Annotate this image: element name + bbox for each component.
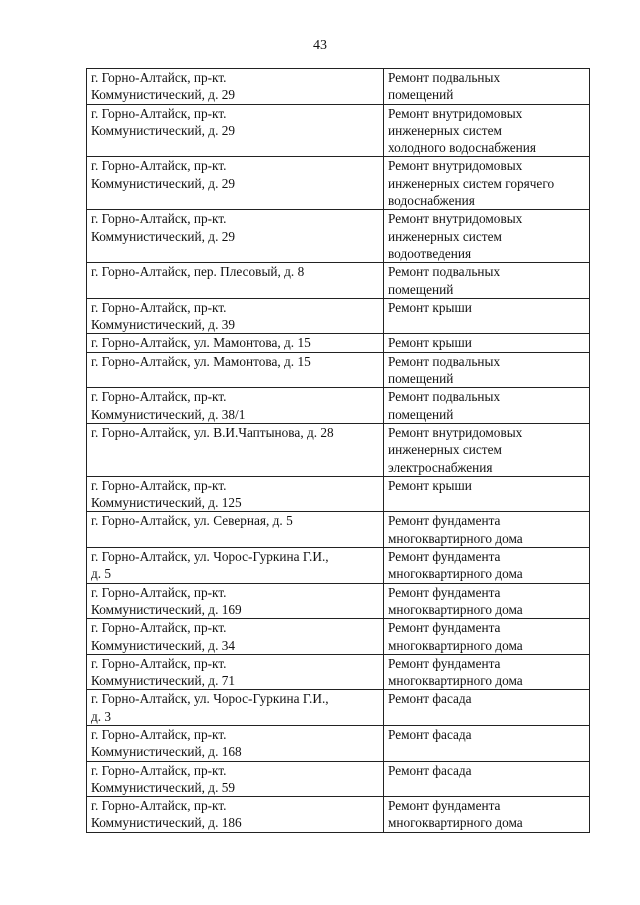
address-text: г. Горно-Алтайск, ул. Мамонтова, д. 15 — [91, 335, 311, 351]
address-cell — [87, 512, 384, 548]
table-row — [87, 69, 590, 105]
table-row — [87, 298, 590, 334]
address-text: г. Горно-Алтайск, пр-кт. Коммунистический, д. 29 — [91, 105, 236, 138]
work-text: Ремонт фасада — [388, 762, 472, 778]
work-text: Ремонт крыши — [388, 477, 472, 493]
work-text: Ремонт внутридомовых инженерных систем водоотведения — [388, 211, 523, 261]
address-text: г. Горно-Алтайск, пр-кт. Коммунистический, д. 39 — [91, 299, 236, 333]
work-cell — [384, 512, 590, 548]
work-text: Ремонт внутридомовых инженерных систем электроснабжения — [388, 424, 523, 475]
work-text: Ремонт фасада — [388, 691, 472, 707]
work-cell — [384, 423, 590, 476]
address-text: г. Горно-Алтайск, пр-кт. Коммунистический, д. 29 — [91, 158, 236, 191]
address-cell — [87, 157, 384, 210]
address-cell — [87, 298, 384, 334]
work-cell — [384, 583, 590, 619]
work-cell — [384, 104, 590, 157]
work-cell — [384, 157, 590, 210]
address-text: г. Горно-Алтайск, ул. Чорос-Гуркина Г.И., д. 5 — [91, 549, 329, 582]
address-text: г. Горно-Алтайск, ул. Чорос-Гуркина Г.И., д. 3 — [91, 691, 329, 724]
work-cell — [384, 690, 590, 726]
address-text: г. Горно-Алтайск, ул. Мамонтова, д. 15 — [91, 353, 311, 369]
work-cell — [384, 619, 590, 655]
work-text: Ремонт фундамента многоквартирного дома — [388, 620, 523, 653]
table-row — [87, 104, 590, 157]
address-cell — [87, 352, 384, 388]
work-cell — [384, 69, 590, 105]
table-row — [87, 423, 590, 476]
address-cell — [87, 654, 384, 690]
address-text: г. Горно-Алтайск, пр-кт. Коммунистический, д. 34 — [91, 620, 236, 653]
address-text: г. Горно-Алтайск, пр-кт. Коммунистический, д. 186 — [91, 798, 242, 831]
work-text: Ремонт подвальных помещений — [388, 389, 501, 422]
work-cell — [384, 476, 590, 512]
address-text: г. Горно-Алтайск, ул. Северная, д. 5 — [91, 513, 293, 529]
address-text: г. Горно-Алтайск, пр-кт. Коммунистический, д. 29 — [91, 211, 236, 244]
table-row — [87, 352, 590, 388]
table-row — [87, 690, 590, 726]
work-text: Ремонт фундамента многоквартирного дома — [388, 798, 523, 831]
address-text: г. Горно-Алтайск, ул. В.И.Чаптынова, д. 28 — [91, 424, 334, 440]
address-text: г. Горно-Алтайск, пр-кт. Коммунистический, д. 168 — [91, 726, 242, 760]
work-text: Ремонт подвальных помещений — [388, 70, 501, 103]
work-text: Ремонт фундамента многоквартирного дома — [388, 513, 523, 546]
table-row — [87, 388, 590, 424]
address-cell — [87, 690, 384, 726]
work-cell — [384, 761, 590, 797]
address-text: г. Горно-Алтайск, пр-кт. Коммунистический, д. 169 — [91, 584, 242, 617]
work-text: Ремонт внутридомовых инженерных систем горячего водоснабжения — [388, 158, 555, 209]
address-text: г. Горно-Алтайск, пр-кт. Коммунистический, д. 71 — [91, 655, 236, 689]
address-cell — [87, 476, 384, 512]
work-text: Ремонт фундамента многоквартирного дома — [388, 584, 523, 617]
address-text: г. Горно-Алтайск, пр-кт. Коммунистический, д. 125 — [91, 477, 242, 511]
address-text: г. Горно-Алтайск, пр-кт. Коммунистический, д. 38/1 — [91, 389, 246, 422]
work-cell — [384, 548, 590, 584]
repair-works-table — [86, 68, 590, 833]
work-text: Ремонт подвальных помещений — [388, 353, 501, 387]
table-row — [87, 210, 590, 263]
table-row — [87, 548, 590, 584]
work-text: Ремонт фундамента многоквартирного дома — [388, 655, 523, 689]
table-row — [87, 725, 590, 761]
table-row — [87, 157, 590, 210]
table-row — [87, 476, 590, 512]
address-cell — [87, 210, 384, 263]
address-cell — [87, 388, 384, 424]
address-cell — [87, 263, 384, 299]
work-cell — [384, 725, 590, 761]
work-text: Ремонт крыши — [388, 335, 472, 351]
work-cell — [384, 334, 590, 352]
table-row — [87, 619, 590, 655]
work-text: Ремонт фундамента многоквартирного дома — [388, 549, 523, 582]
work-cell — [384, 654, 590, 690]
address-text: г. Горно-Алтайск, пр-кт. Коммунистический, д. 29 — [91, 70, 236, 103]
table-row — [87, 263, 590, 299]
address-cell — [87, 104, 384, 157]
address-cell — [87, 619, 384, 655]
work-cell — [384, 388, 590, 424]
table-row — [87, 512, 590, 548]
work-text: Ремонт внутридомовых инженерных систем холодного водоснабжения — [388, 105, 536, 156]
address-text: г. Горно-Алтайск, пер. Плесовый, д. 8 — [91, 264, 305, 280]
work-cell — [384, 210, 590, 263]
table-row — [87, 334, 590, 352]
work-text: Ремонт крыши — [388, 299, 472, 315]
work-cell — [384, 298, 590, 334]
table-row — [87, 654, 590, 690]
address-cell — [87, 761, 384, 797]
table-row — [87, 761, 590, 797]
address-cell — [87, 548, 384, 584]
address-text: г. Горно-Алтайск, пр-кт. Коммунистический, д. 59 — [91, 762, 236, 795]
address-cell — [87, 725, 384, 761]
work-cell — [384, 797, 590, 833]
address-cell — [87, 334, 384, 352]
work-text: Ремонт подвальных помещений — [388, 264, 501, 297]
work-text: Ремонт фасада — [388, 726, 472, 742]
page-number: 43 — [313, 38, 327, 53]
address-cell — [87, 69, 384, 105]
address-cell — [87, 423, 384, 476]
table-row — [87, 797, 590, 833]
work-cell — [384, 352, 590, 388]
table-row — [87, 583, 590, 619]
work-cell — [384, 263, 590, 299]
table-body — [87, 69, 590, 833]
address-cell — [87, 583, 384, 619]
address-cell — [87, 797, 384, 833]
